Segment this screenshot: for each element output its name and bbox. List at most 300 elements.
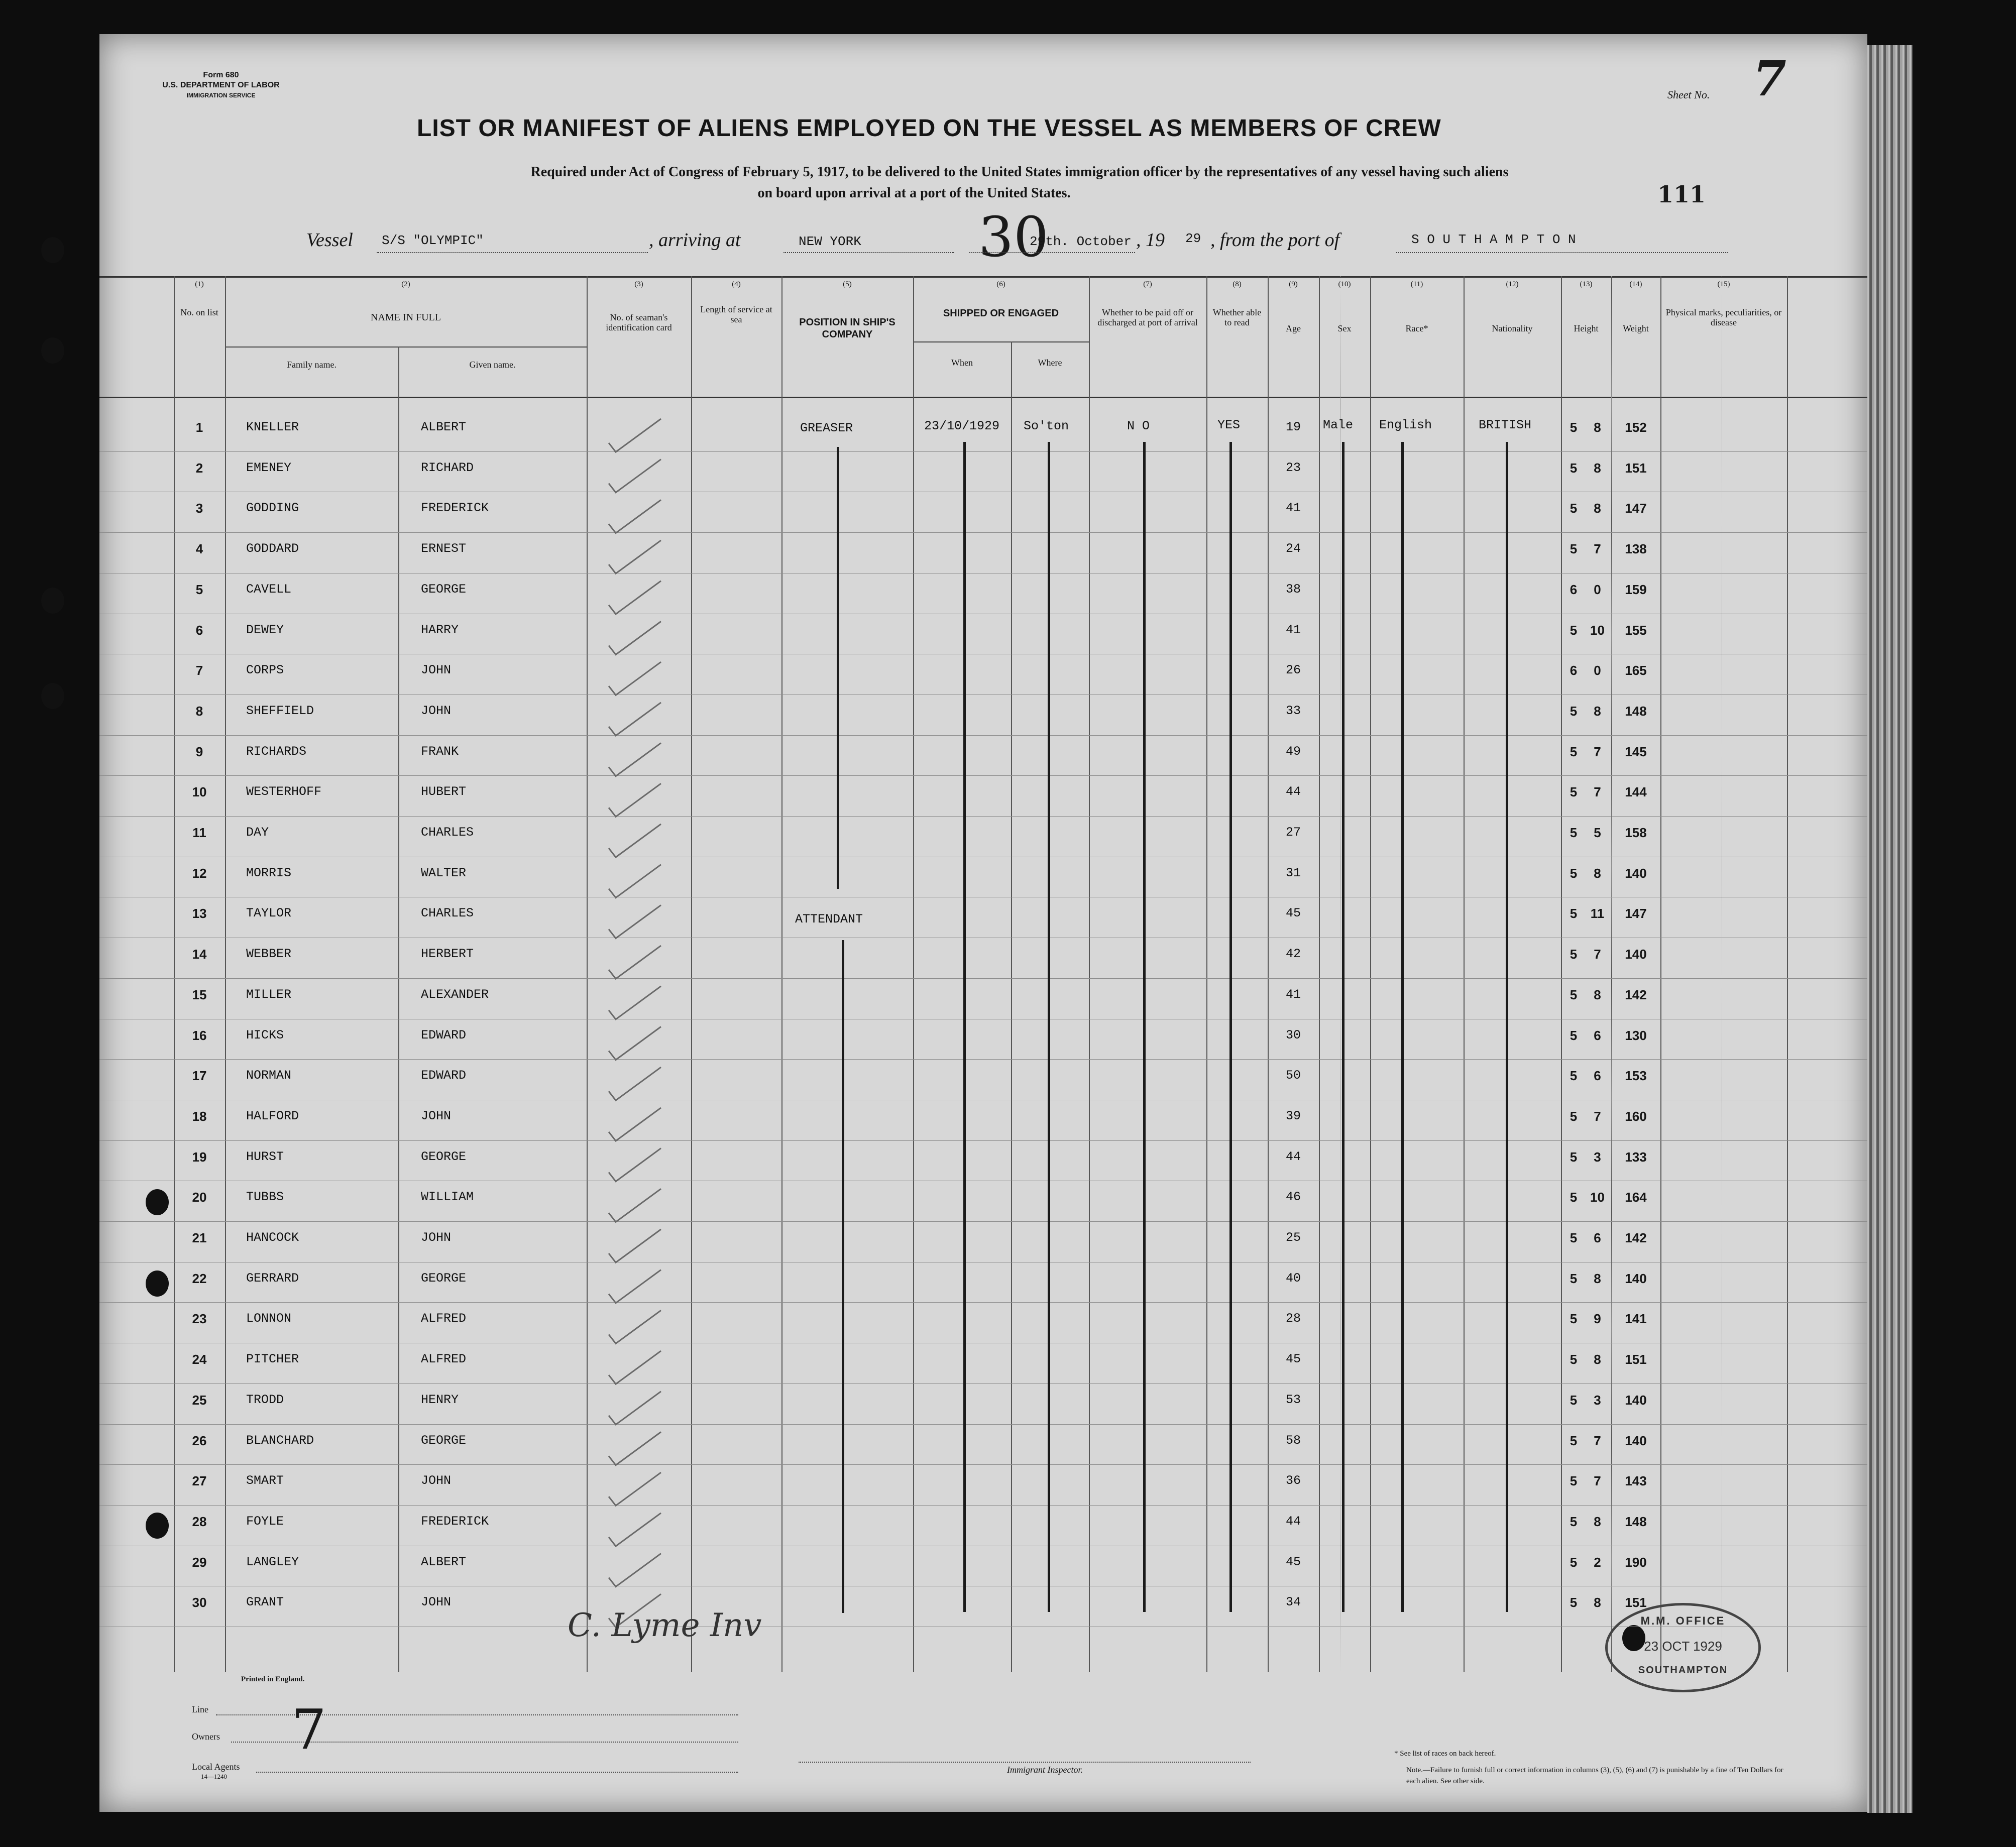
given-name: HENRY — [421, 1392, 459, 1407]
given-name: HERBERT — [421, 947, 474, 962]
height-inches: 0 — [1594, 582, 1601, 597]
given-name: CHARLES — [421, 906, 474, 921]
height-feet: 5 — [1570, 1352, 1578, 1367]
check-mark — [609, 865, 661, 898]
height-inches: 8 — [1594, 1595, 1601, 1610]
header-sex: Sex — [1337, 323, 1352, 333]
family-name: TRODD — [246, 1392, 284, 1407]
height-feet: 6 — [1570, 582, 1578, 597]
row-rule — [99, 1302, 1867, 1303]
subtitle-line-1: Required under Act of Congress of February 5, 1917, to be delivered to the United States immigration officer by the representatives of any vessel having such aliens — [530, 164, 1509, 180]
given-name: JOHN — [421, 1595, 452, 1610]
col-divider — [913, 276, 914, 1672]
weight-value: 151 — [1625, 1352, 1647, 1367]
check-mark — [609, 946, 661, 979]
inspector-label: Immigrant Inspector. — [1007, 1765, 1083, 1775]
age-value: 23 — [1285, 460, 1301, 475]
row-rule — [99, 1464, 1867, 1465]
family-name: DEWEY — [246, 622, 284, 637]
row-number: 15 — [192, 987, 207, 1002]
row-number: 1 — [195, 420, 203, 435]
height-inches: 8 — [1594, 987, 1601, 1002]
col-number: (2) — [401, 280, 410, 288]
height-inches: 6 — [1594, 1027, 1601, 1043]
height-inches: 8 — [1594, 460, 1601, 476]
given-name: JOHN — [421, 1108, 452, 1123]
row-rule — [99, 1059, 1867, 1060]
col-number: (5) — [843, 280, 852, 288]
height-feet: 5 — [1570, 947, 1578, 962]
height-feet: 5 — [1570, 1027, 1578, 1043]
col-number: (4) — [732, 280, 741, 288]
weight-value: 164 — [1625, 1190, 1647, 1205]
height-feet: 5 — [1570, 1595, 1578, 1610]
age-value: 27 — [1285, 825, 1301, 840]
col-divider — [1011, 341, 1012, 1672]
height-feet: 5 — [1570, 825, 1578, 840]
row-rule — [99, 1383, 1867, 1384]
weight-value: 140 — [1625, 1433, 1647, 1448]
table-top-rule — [99, 276, 1867, 278]
family-name: GODDARD — [246, 541, 299, 556]
col-divider — [1370, 276, 1371, 1672]
check-mark — [609, 824, 661, 857]
header-name-in-full: NAME IN FULL — [371, 312, 441, 323]
age-value: 46 — [1285, 1190, 1301, 1205]
binder-hole — [41, 237, 64, 263]
header-able-read: Whether able to read — [1212, 307, 1262, 327]
row-number: 30 — [192, 1595, 207, 1610]
col-number: (6) — [996, 280, 1005, 288]
family-name: SMART — [246, 1473, 284, 1488]
given-name: ERNEST — [421, 541, 467, 556]
height-inches: 7 — [1594, 784, 1601, 800]
col-number: (8) — [1233, 280, 1242, 288]
height-feet: 5 — [1570, 622, 1578, 638]
id-card-checkmarks — [602, 387, 682, 1642]
age-value: 38 — [1285, 582, 1301, 597]
check-mark — [609, 1148, 661, 1182]
shipped-where: So'ton — [1024, 419, 1069, 433]
family-name: WESTERHOFF — [246, 784, 322, 799]
col-divider — [174, 276, 175, 1672]
age-value: 24 — [1285, 541, 1301, 556]
col-divider — [1319, 276, 1320, 1672]
given-name: FREDERICK — [421, 501, 489, 516]
check-mark — [609, 1027, 661, 1060]
given-name: GEORGE — [421, 1149, 467, 1164]
header-where: Where — [1038, 358, 1062, 368]
given-name: WILLIAM — [421, 1190, 474, 1205]
height-feet: 5 — [1570, 1108, 1578, 1124]
check-mark — [609, 1432, 661, 1465]
height-inches: 10 — [1590, 622, 1605, 638]
weight-value: 147 — [1625, 501, 1647, 516]
family-name: LONNON — [246, 1311, 292, 1326]
age-value: 41 — [1285, 987, 1301, 1002]
family-name: HALFORD — [246, 1108, 299, 1123]
height-feet: 5 — [1570, 1230, 1578, 1245]
header-physical-marks: Physical marks, peculiarities, or disease — [1665, 307, 1782, 327]
height-inches: 3 — [1594, 1149, 1601, 1165]
penalty-note: Note.—Failure to furnish full or correct information in columns (3), (5), (6) and (7) is punishable by a fine of Ten Dollars for each alien. See other side. — [1406, 1766, 1783, 1785]
header-position: POSITION IN SHIP'S COMPANY — [799, 317, 895, 340]
given-name: GEORGE — [421, 1271, 467, 1286]
from-port-label: , from the port of — [1210, 229, 1340, 251]
height-feet: 5 — [1570, 1554, 1578, 1570]
height-inches: 8 — [1594, 703, 1601, 719]
dotted-rule — [1396, 252, 1728, 253]
row-rule — [99, 816, 1867, 817]
height-inches: 7 — [1594, 1473, 1601, 1489]
row-number: 29 — [192, 1554, 207, 1570]
height-feet: 5 — [1570, 1514, 1578, 1529]
inspector-signature: C. Lyme Inv — [568, 1607, 762, 1644]
check-mark — [609, 1108, 661, 1141]
header-shipped-engaged: SHIPPED OR ENGAGED — [943, 308, 1059, 319]
check-mark — [609, 1189, 661, 1222]
check-mark — [609, 1067, 661, 1100]
given-name: HARRY — [421, 622, 459, 637]
row-number: 14 — [192, 947, 207, 962]
ditto-line — [1143, 442, 1146, 1612]
weight-value: 133 — [1625, 1149, 1647, 1165]
position-attendant: ATTENDANT — [795, 912, 863, 927]
height-feet: 6 — [1570, 663, 1578, 678]
family-name: RICHARDS — [246, 744, 307, 759]
height-feet: 5 — [1570, 1433, 1578, 1448]
family-name: HICKS — [246, 1027, 284, 1043]
height-feet: 5 — [1570, 1271, 1578, 1286]
height-feet: 5 — [1570, 420, 1578, 435]
col-number: (14) — [1629, 280, 1642, 288]
age-value: 41 — [1285, 622, 1301, 637]
family-name: KNELLER — [246, 420, 299, 434]
col-divider — [1268, 276, 1269, 1672]
height-feet: 5 — [1570, 784, 1578, 800]
given-name: ALBERT — [421, 1554, 467, 1569]
check-mark — [609, 459, 661, 493]
dotted-rule — [783, 252, 954, 253]
header-no-on-list: No. on list — [180, 307, 218, 317]
height-inches: 9 — [1594, 1311, 1601, 1327]
given-name: WALTER — [421, 865, 467, 880]
header-length-service: Length of service at sea — [700, 304, 772, 324]
arriving-label: , arriving at — [649, 229, 741, 251]
height-inches: 8 — [1594, 1514, 1601, 1529]
height-feet: 5 — [1570, 987, 1578, 1002]
given-name: JOHN — [421, 663, 452, 678]
row-number: 25 — [192, 1392, 207, 1408]
row-number: 26 — [192, 1433, 207, 1448]
height-inches: 8 — [1594, 420, 1601, 435]
row-rule — [99, 451, 1867, 452]
vessel-label: Vessel — [306, 229, 353, 251]
check-mark — [609, 783, 661, 817]
row-number: 27 — [192, 1473, 207, 1489]
row-number: 18 — [192, 1108, 207, 1124]
department-name: U.S. DEPARTMENT OF LABOR — [162, 81, 280, 89]
age-value: 41 — [1285, 501, 1301, 516]
row-number: 8 — [195, 703, 203, 719]
family-name: WEBBER — [246, 947, 292, 962]
given-name: ALFRED — [421, 1311, 467, 1326]
col-divider — [1206, 276, 1207, 1672]
col-divider — [1660, 276, 1661, 1672]
age-value: 45 — [1285, 1554, 1301, 1569]
given-name: JOHN — [421, 703, 452, 718]
weight-value: 140 — [1625, 1392, 1647, 1408]
given-name: GEORGE — [421, 582, 467, 597]
inspector-rule — [799, 1762, 1251, 1763]
family-name: HANCOCK — [246, 1230, 299, 1245]
check-mark — [609, 1270, 661, 1303]
form-code: 14—1240 — [201, 1773, 227, 1780]
col-number: (12) — [1506, 280, 1519, 288]
race-footnote: * See list of races on back hereof. — [1394, 1750, 1496, 1758]
age-value: 45 — [1285, 906, 1301, 921]
weight-value: 151 — [1625, 460, 1647, 476]
family-name: MORRIS — [246, 865, 292, 880]
weight-value: 148 — [1625, 1514, 1647, 1529]
header-weight: Weight — [1623, 323, 1649, 333]
ditto-line — [1229, 442, 1232, 1612]
row-rule — [99, 1140, 1867, 1141]
weight-value: 143 — [1625, 1473, 1647, 1489]
col-number: (3) — [634, 280, 643, 288]
service-name: IMMIGRATION SERVICE — [186, 92, 256, 99]
age-value: 30 — [1285, 1027, 1301, 1043]
given-name: ALBERT — [421, 420, 467, 434]
height-inches: 8 — [1594, 1352, 1601, 1367]
page-title: LIST OR MANIFEST OF ALIENS EMPLOYED ON THE VESSEL AS MEMBERS OF CREW — [417, 115, 1441, 142]
height-feet: 5 — [1570, 744, 1578, 759]
height-inches: 7 — [1594, 541, 1601, 557]
family-name: NORMAN — [246, 1068, 292, 1083]
year-label: , 19 — [1136, 229, 1165, 251]
family-name: MILLER — [246, 987, 292, 1002]
name-subheader-rule — [225, 347, 587, 348]
height-inches: 8 — [1594, 1271, 1601, 1286]
height-feet: 5 — [1570, 703, 1578, 719]
height-feet: 5 — [1570, 501, 1578, 516]
form-header — [146, 70, 296, 100]
nationality-value: BRITISH — [1479, 418, 1532, 432]
page-subtitle — [321, 162, 1718, 204]
age-value: 25 — [1285, 1230, 1301, 1245]
ditto-line — [1506, 442, 1508, 1612]
weight-value: 155 — [1625, 622, 1647, 638]
age-value: 31 — [1285, 865, 1301, 880]
arrival-date-handwritten: 30 — [978, 205, 1049, 269]
height-inches: 2 — [1594, 1554, 1601, 1570]
weight-value: 140 — [1625, 947, 1647, 962]
header-when: When — [951, 358, 973, 368]
weight-value: 165 — [1625, 663, 1647, 678]
check-mark — [609, 662, 661, 695]
departure-port: S O U T H A M P T O N — [1411, 232, 1576, 247]
row-number: 21 — [192, 1230, 207, 1245]
weight-value: 144 — [1625, 784, 1647, 800]
row-number: 3 — [195, 501, 203, 516]
check-mark — [609, 1310, 661, 1343]
given-name: EDWARD — [421, 1027, 467, 1043]
family-name: PITCHER — [246, 1352, 299, 1367]
row-number: 4 — [195, 541, 203, 557]
col-number: (13) — [1580, 280, 1593, 288]
family-name: DAY — [246, 825, 269, 840]
check-mark — [609, 1351, 661, 1384]
height-inches: 8 — [1594, 865, 1601, 881]
col-number: (1) — [195, 280, 204, 288]
check-mark — [609, 905, 661, 938]
given-name: EDWARD — [421, 1068, 467, 1083]
col-number: (9) — [1289, 280, 1298, 288]
family-name: EMENEY — [246, 460, 292, 475]
age-value: 44 — [1285, 1514, 1301, 1529]
age-value: 34 — [1285, 1595, 1301, 1610]
ditto-line — [1401, 442, 1404, 1612]
weight-value: 151 — [1625, 1595, 1647, 1610]
height-inches: 8 — [1594, 501, 1601, 516]
weight-value: 145 — [1625, 744, 1647, 759]
weight-value: 152 — [1625, 420, 1647, 435]
row-rule — [99, 1505, 1867, 1506]
age-value: 58 — [1285, 1433, 1301, 1448]
header-given-name: Given name. — [469, 360, 516, 370]
stamp-date: 23 OCT 1929 — [1644, 1639, 1722, 1654]
height-feet: 5 — [1570, 1149, 1578, 1165]
family-name: BLANCHARD — [246, 1433, 314, 1448]
height-feet: 5 — [1570, 1392, 1578, 1408]
family-name: SHEFFIELD — [246, 703, 314, 718]
family-name: CAVELL — [246, 582, 292, 597]
weight-value: 138 — [1625, 541, 1647, 557]
height-feet: 5 — [1570, 1473, 1578, 1489]
weight-value: 142 — [1625, 1230, 1647, 1245]
row-rule — [99, 735, 1867, 736]
row-number: 20 — [192, 1190, 207, 1205]
given-name: JOHN — [421, 1230, 452, 1245]
given-name: ALFRED — [421, 1352, 467, 1367]
sheet-label: Sheet No. — [1667, 88, 1710, 101]
header-id-card: No. of seaman's identification card — [606, 312, 672, 332]
col-divider — [398, 347, 399, 1672]
age-value: 44 — [1285, 1149, 1301, 1164]
family-name: GODDING — [246, 501, 299, 516]
check-mark — [609, 986, 661, 1019]
col-divider — [1561, 276, 1562, 1672]
check-mark — [609, 581, 661, 614]
age-value: 50 — [1285, 1068, 1301, 1083]
weight-value: 158 — [1625, 825, 1647, 840]
check-mark — [609, 419, 661, 452]
height-inches: 11 — [1590, 906, 1605, 921]
height-feet: 5 — [1570, 1190, 1578, 1205]
col-divider — [691, 276, 692, 1672]
header-paid-off: Whether to be paid off or discharged at port of arrival — [1097, 307, 1198, 327]
local-agents-label: Local Agents — [192, 1762, 240, 1772]
weight-value: 159 — [1625, 582, 1647, 597]
header-nationality: Nationality — [1492, 323, 1533, 333]
age-value: 19 — [1285, 420, 1301, 434]
weight-value: 190 — [1625, 1554, 1647, 1570]
page-reference: 111 — [1657, 181, 1706, 208]
height-inches: 7 — [1594, 947, 1601, 962]
row-number: 16 — [192, 1027, 207, 1043]
family-name: HURST — [246, 1149, 284, 1164]
office-stamp — [1605, 1603, 1761, 1692]
row-number: 12 — [192, 865, 207, 881]
row-number: 11 — [192, 825, 206, 840]
row-rule — [99, 532, 1867, 533]
weight-value: 141 — [1625, 1311, 1647, 1327]
height-inches: 6 — [1594, 1068, 1601, 1084]
owners-label: Owners — [192, 1731, 220, 1742]
check-mark — [609, 1472, 661, 1506]
grid-rule — [1611, 276, 1612, 1672]
row-number: 5 — [195, 582, 203, 597]
dotted-rule — [969, 252, 1135, 253]
weight-value: 153 — [1625, 1068, 1647, 1084]
vessel-name: S/S "OLYMPIC" — [382, 233, 484, 248]
agent-mark: 7 — [291, 1697, 326, 1762]
age-value: 40 — [1285, 1271, 1301, 1286]
sheet-number: 7 — [1753, 50, 1786, 107]
age-value: 45 — [1285, 1352, 1301, 1367]
given-name: JOHN — [421, 1473, 452, 1488]
family-name: LANGLEY — [246, 1554, 299, 1569]
col-number: (15) — [1717, 280, 1730, 288]
header-age: Age — [1286, 323, 1301, 333]
height-inches: 6 — [1594, 1230, 1601, 1245]
dotted-rule — [377, 252, 648, 253]
page-stack-edge — [1867, 45, 1913, 1813]
row-number: 23 — [192, 1311, 207, 1327]
row-rule — [99, 775, 1867, 776]
given-name: FREDERICK — [421, 1514, 489, 1529]
check-mark — [609, 1554, 661, 1587]
check-mark — [609, 500, 661, 533]
ditto-line — [1048, 442, 1050, 1612]
age-value: 33 — [1285, 703, 1301, 718]
height-inches: 7 — [1594, 744, 1601, 759]
height-feet: 5 — [1570, 541, 1578, 557]
check-mark — [609, 743, 661, 776]
able-read-value: YES — [1217, 418, 1241, 432]
row-number: 17 — [192, 1068, 207, 1084]
height-inches: 5 — [1594, 825, 1601, 840]
family-name: GRANT — [246, 1595, 284, 1610]
race-value: English — [1379, 418, 1432, 432]
col-divider — [1464, 276, 1465, 1672]
age-value: 36 — [1285, 1473, 1301, 1488]
family-name: TAYLOR — [246, 906, 292, 921]
printed-in-england: Printed in England. — [241, 1675, 305, 1683]
binder-hole — [41, 337, 64, 364]
col-divider — [781, 276, 782, 1672]
given-name: FRANK — [421, 744, 459, 759]
year-value: 29 — [1185, 231, 1201, 246]
row-number: 19 — [192, 1149, 207, 1165]
height-inches: 10 — [1590, 1190, 1605, 1205]
row-number: 6 — [195, 622, 203, 638]
arrival-port: NEW YORK — [799, 234, 861, 249]
row-number: 2 — [195, 460, 203, 476]
check-mark — [609, 703, 661, 736]
height-feet: 5 — [1570, 1311, 1578, 1327]
crew-table — [99, 276, 1867, 1672]
